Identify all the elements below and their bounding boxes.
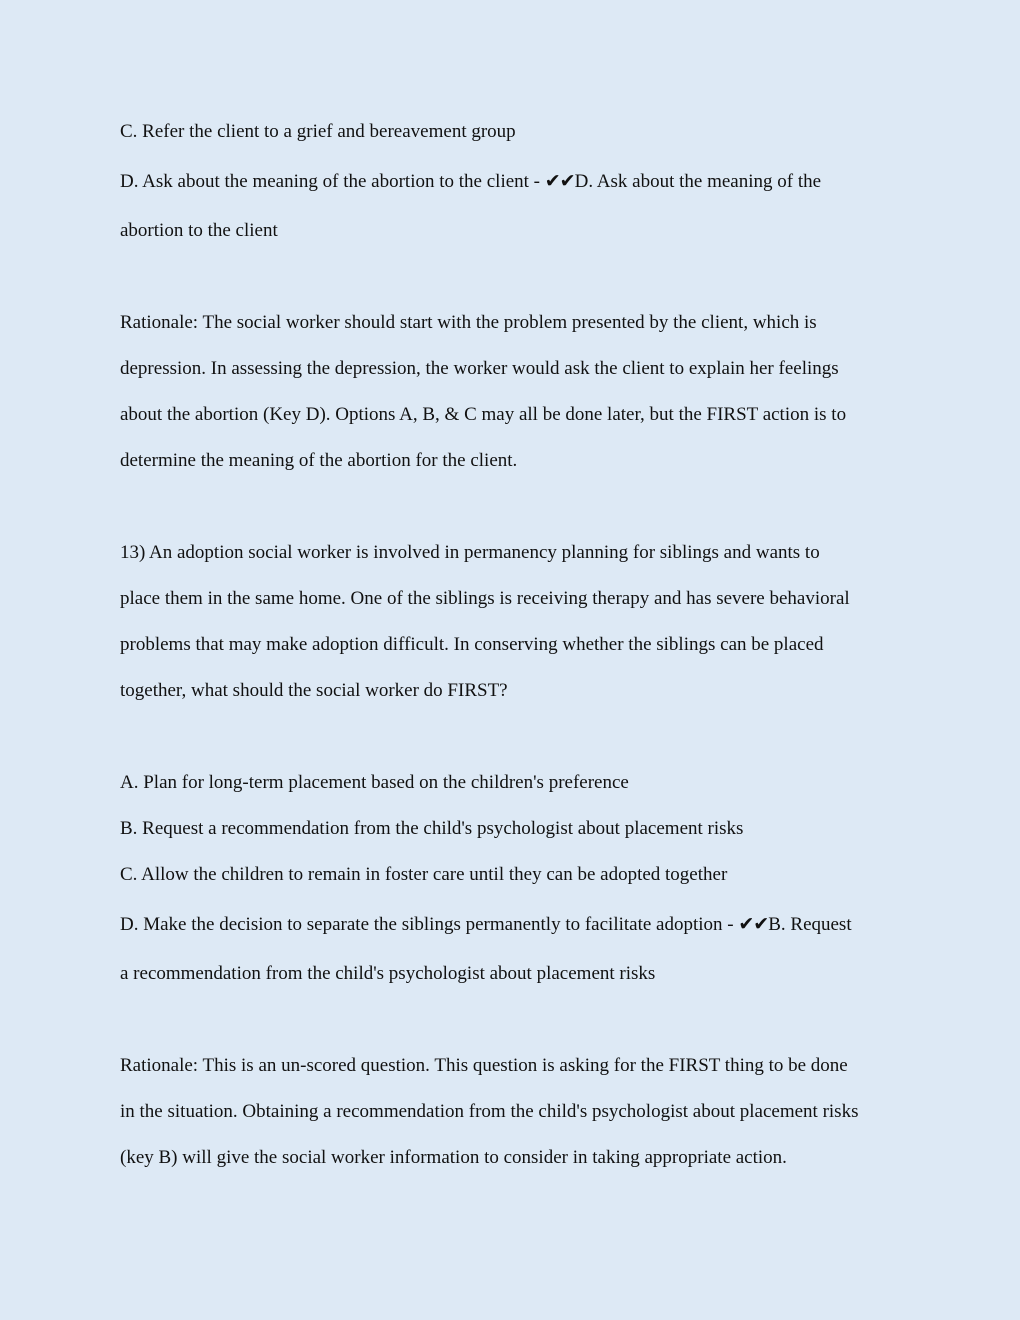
- prev-answer-text: D. Ask about the meaning of the: [574, 171, 822, 192]
- rationale-line: Rationale: This is an un-scored question. This question is asking for the FIRST thing to be done: [120, 1055, 848, 1076]
- rationale-line: (key B) will give the social worker information to consider in taking appropriate action.: [120, 1147, 787, 1168]
- prev-answer-continuation: abortion to the client: [120, 220, 278, 241]
- prev-rationale-line: determine the meaning of the abortion for the client.: [120, 450, 518, 471]
- option-b: B. Request a recommendation from the child's psychologist about placement risks: [120, 818, 744, 839]
- option-c: C. Allow the children to remain in foster care until they can be adopted together: [120, 864, 728, 885]
- prev-rationale-line: Rationale: The social worker should start with the problem presented by the client, which is: [120, 312, 817, 333]
- question-stem-line: place them in the same home. One of the siblings is receiving therapy and has severe behavioral: [120, 588, 850, 609]
- checkmark-icon: ✔✔: [738, 913, 769, 935]
- prev-option-d: [120, 169, 821, 194]
- question-stem-line: problems that may make adoption difficult. In conserving whether the siblings can be placed: [120, 634, 824, 655]
- question-stem-line: 13) An adoption social worker is involved in permanency planning for siblings and wants to: [120, 542, 820, 563]
- option-a: A. Plan for long-term placement based on the children's preference: [120, 772, 629, 793]
- prev-option-d-text: D. Ask about the meaning of the abortion to the client -: [120, 171, 545, 192]
- option-d-text: D. Make the decision to separate the siblings permanently to facilitate adoption -: [120, 914, 739, 935]
- prev-rationale-line: depression. In assessing the depression, the worker would ask the client to explain her feelings: [120, 358, 839, 379]
- question-stem-line: together, what should the social worker do FIRST?: [120, 680, 508, 701]
- rationale-line: in the situation. Obtaining a recommendation from the child's psychologist about placement risks: [120, 1101, 859, 1122]
- answer-text: B. Request: [768, 914, 852, 935]
- answer-continuation: a recommendation from the child's psychologist about placement risks: [120, 963, 656, 984]
- prev-rationale-line: about the abortion (Key D). Options A, B, & C may all be done later, but the FIRST action is to: [120, 404, 847, 425]
- option-d: [120, 912, 852, 937]
- checkmark-icon: ✔✔: [544, 170, 575, 192]
- prev-option-c: C. Refer the client to a grief and bereavement group: [120, 121, 516, 142]
